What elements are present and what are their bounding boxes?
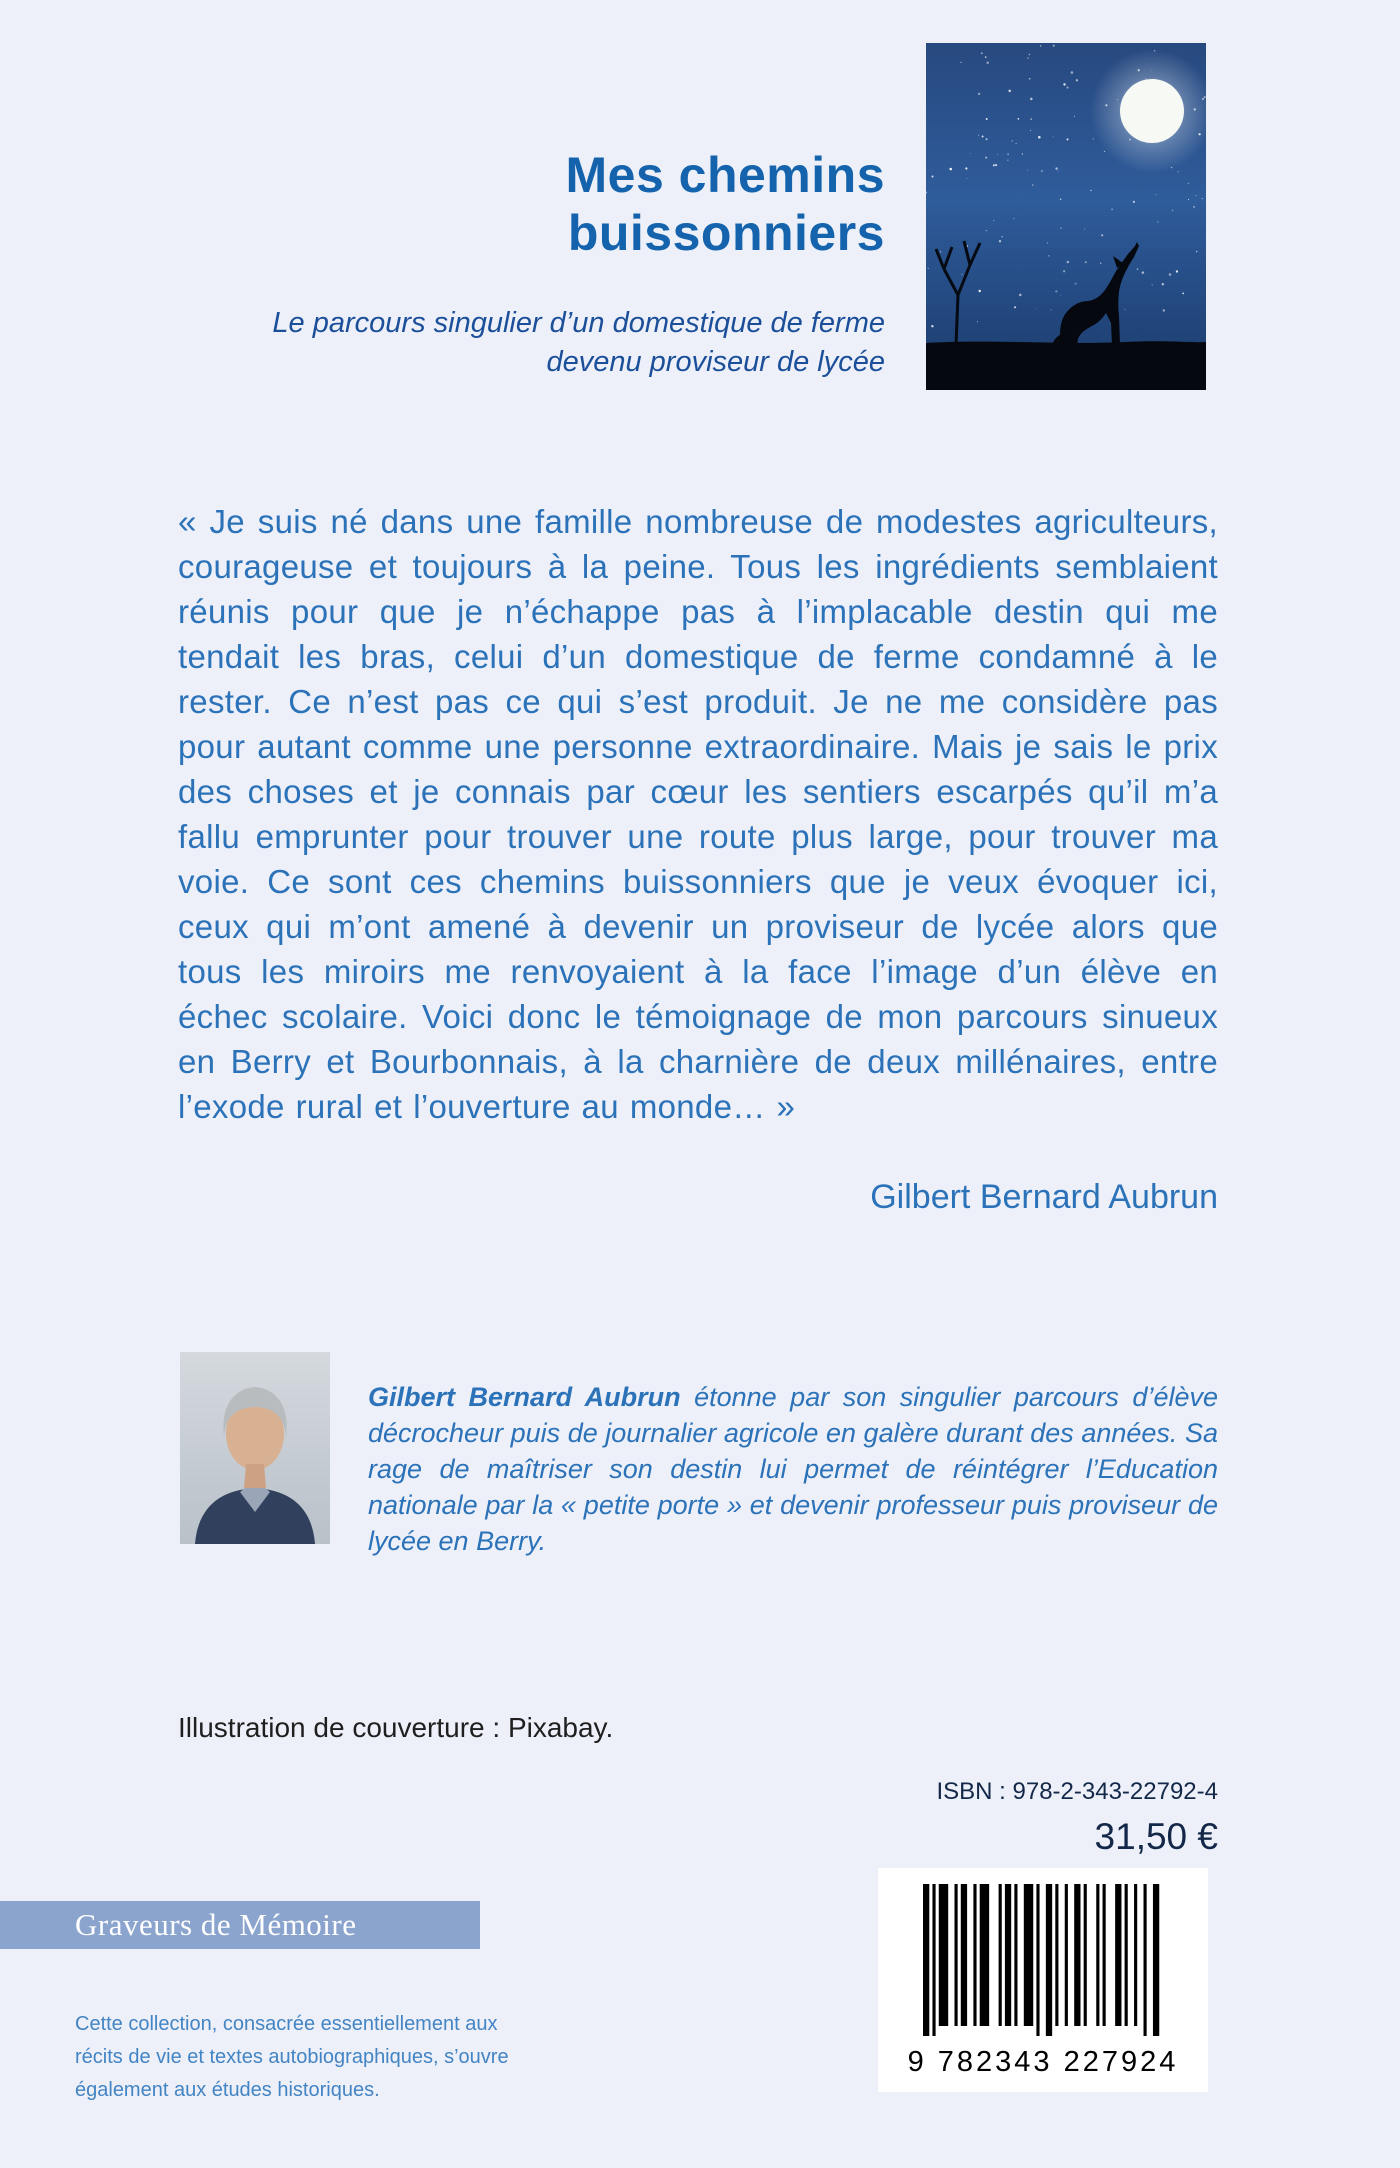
barcode-bars xyxy=(923,1884,1163,2036)
collection-banner xyxy=(0,1901,480,1949)
isbn: ISBN : 978-2-343-22792-4 xyxy=(936,1778,1218,1805)
cover-thumbnail xyxy=(926,43,1206,390)
price: 31,50 € xyxy=(1094,1816,1218,1857)
author-photo xyxy=(180,1352,330,1544)
author-bio xyxy=(368,1379,1218,1559)
book-subtitle: Le parcours singulier d’un domestique de ferme devenu proviseur de lycée xyxy=(272,307,885,378)
book-title xyxy=(565,146,885,262)
portrait-neck xyxy=(244,1464,266,1488)
book-title-line2: buissonniers xyxy=(567,204,885,261)
author-bio-text: étonne par son singulier parcours d’élève décrocheur puis de journalier agricole en galère durant des années. Sa rage de maîtriser son destin lui permet de réintégrer l’Education nationale par la « petite porte » et devenir professeur puis proviseur de lycée en Berry. xyxy=(368,1382,1218,1556)
quote-author: Gilbert Bernard Aubrun xyxy=(870,1178,1218,1216)
back-cover-quote: « Je suis né dans une famille nombreuse de modestes agriculteurs, courageuse et toujours à la peine. Tous les ingrédients semblaient réunis pour que je n’échappe pas à l’implacable destin qui me tendait les bras, celui d’un domestique de ferme condamné à le rester. Ce n’est pas ce qui s’est produit. Je ne me considère pas pour autant comme une personne extraordinaire. Mais je sais le prix des choses et je connais par cœur les sentiers escarpés qu’il m’a fallu emprunter pour trouver une route plus large, pour trouver ma voie. Ce sont ces chemins buissonniers que je veux évoquer ici, ceux qui m’ont amené à devenir un proviseur de lycée alors que tous les miroirs me renvoyaient à la face l’image d’un élève en échec scolaire. Voici donc le témoignage de mon parcours sinueux en Berry et Bourbonnais, à la charnière de deux millénaires, entre l’exode rural et l’ouverture au monde… » xyxy=(178,503,1218,1125)
barcode-number: 9 782343 227924 xyxy=(907,2046,1179,2078)
collection-name: Graveurs de Mémoire xyxy=(75,1907,357,1942)
collection-description: Cette collection, consacrée essentiellement aux récits de vie et textes autobiographiques, s’ouvre également aux études historiques. xyxy=(75,2013,509,2101)
barcode xyxy=(878,1868,1208,2092)
illustration-credit: Illustration de couverture : Pixabay. xyxy=(178,1712,614,1743)
author-bio-name: Gilbert Bernard Aubrun xyxy=(368,1382,681,1412)
book-title-line1: Mes chemins xyxy=(565,146,885,203)
moon-icon xyxy=(1120,79,1184,143)
ground-silhouette xyxy=(926,341,1206,390)
